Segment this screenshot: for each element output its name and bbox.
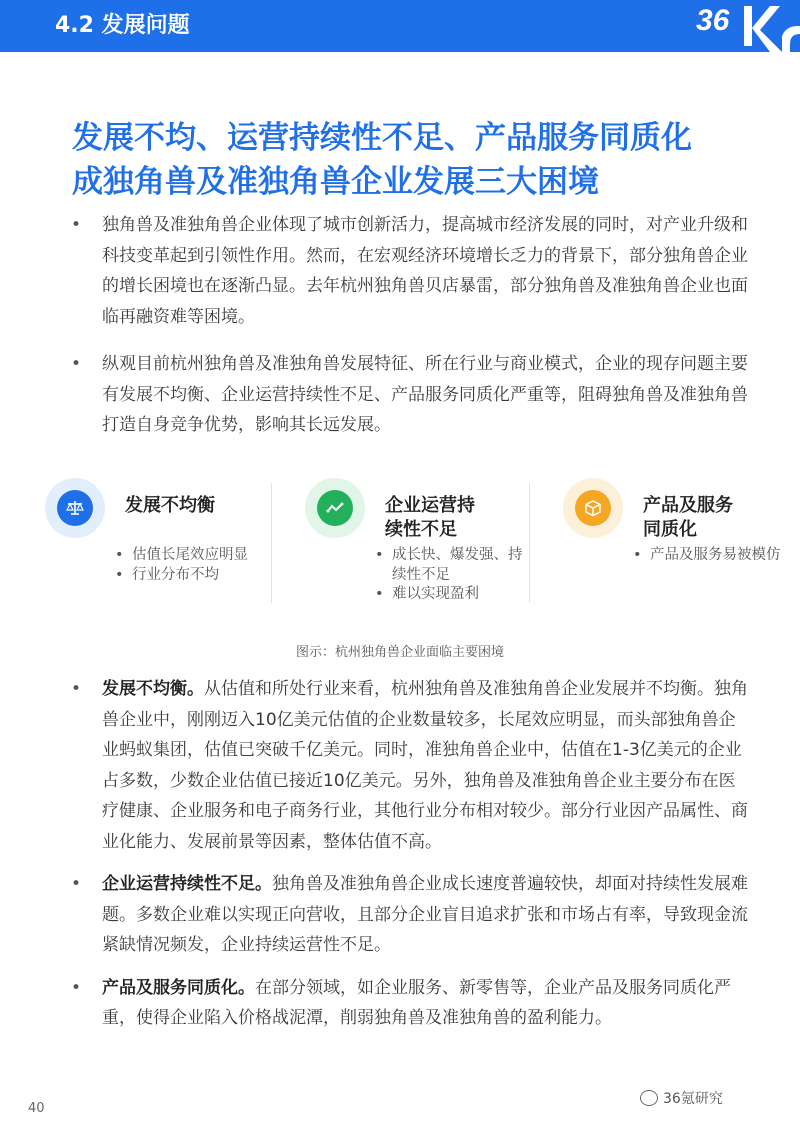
detail-lead: 发展不均衡。 [102,679,204,699]
card-uneven-development [45,478,275,608]
watermark [640,1088,723,1108]
card-homogenization [563,478,793,608]
detail-text: 在部分领域，如企业服务、新零售等，企业产品及服务同质化严重，使得企业陷入价格战泥潭，削弱独角兽及准独角兽的盈利能力。 [102,977,731,1028]
wechat-icon [640,1090,658,1106]
detail-bullet [70,973,750,1034]
detail-bullet [70,674,750,857]
header-bar [0,0,800,52]
card-divider [529,483,530,603]
intro-text: 纵观目前杭州独角兽及准独角兽发展特征、所在行业与商业模式，企业的现存问题主要有发展不均衡、企业运营持续性不足、产品服务同质化严重等，阻碍独角兽及准独角兽打造自身竞争优势，影响其长远发展。 [102,354,748,435]
intro-bullet [70,210,750,332]
details-list [70,674,750,1034]
section-label: 4.2 发展问题 [55,13,190,38]
card-items [115,546,265,585]
figure-caption: 图示：杭州独角兽企业面临主要困境 [295,645,504,660]
card-items [633,546,783,566]
detail-text: 从估值和所处行业来看，杭州独角兽及准独角兽企业发展并不均衡。独角兽企业中，刚刚迈入10亿美元估值的企业数量较多，长尾效应明显，而头部独角兽企业蚂蚁集团，估值已突破千亿美元。同时，准独角兽企业中，估值在1-3亿美元的企业占多数，少数企业估值已接近10亿美元。另外，独角兽及准独角兽企业主要分布在医疗健康、企业服务和电子商务行业，其他行业分布相对较少。部分行业因产品属性、商业化能力、发展前景等因素，整体估值不高。 [102,679,748,852]
detail-text: 独角兽及准独角兽企业成长速度普遍较快，却面对持续性发展难题。多数企业难以实现正向营收，且部分企业盲目追求扩张和市场占有率，导致现金流紧缺情况频发，企业持续运营性不足。 [102,874,748,955]
title-line-2: 成独角兽及准独角兽企业发展三大困境 [72,164,599,200]
challenge-cards [45,478,781,608]
icon-ring [305,478,365,538]
card-item: • 估值长尾效应明显 [115,546,265,566]
card-operation-sustainability [305,478,535,608]
detail-lead: 产品及服务同质化。 [102,977,255,998]
svg-text:36: 36 [696,4,730,37]
card-item: • 成长快、爆发强、持续性不足 [375,546,525,585]
36kr-logo [690,0,800,52]
intro-list [70,210,750,441]
card-title-line: 同质化 [643,519,697,540]
bullet-dot: • [70,874,82,894]
bullet-dot: • [70,679,82,699]
card-title [385,494,535,542]
box-icon [575,490,611,526]
card-item: • 行业分布不均 [115,566,265,586]
card-title [125,494,275,518]
watermark-text: 36氪研究 [663,1091,723,1107]
title-line-1: 发展不均、运营持续性不足、产品服务同质化 [72,120,692,156]
card-title-line: 企业运营持 [385,495,475,516]
card-title [643,494,793,542]
icon-ring [563,478,623,538]
scale-icon [57,490,93,526]
intro-bullet [70,349,750,441]
bullet-dot: • [70,977,82,998]
card-divider [271,483,272,603]
card-title-line: 产品及服务 [643,495,733,516]
detail-lead: 企业运营持续性不足。 [102,874,272,894]
intro-text: 独角兽及准独角兽企业体现了城市创新活力，提高城市经济发展的同时，对产业升级和科技变革起到引领性作用。然而，在宏观经济环境增长乏力的背景下，部分独角兽企业的增长困境也在逐渐凸显。去年杭州独角兽贝店暴雷，部分独角兽及准独角兽企业也面临再融资难等困境。 [102,215,748,327]
trend-icon [317,490,353,526]
card-item: • 产品及服务易被模仿 [633,546,783,566]
card-item: • 难以实现盈利 [375,585,525,605]
icon-ring [45,478,105,538]
card-items [375,546,525,605]
bullet-dot: • [70,215,82,235]
page-title [72,116,762,204]
detail-bullet [70,869,750,961]
card-title-line: 续性不足 [385,519,457,540]
page-number: 40 [28,1101,45,1116]
card-title-line: 发展不均衡 [125,495,215,516]
bullet-dot: • [70,354,82,374]
